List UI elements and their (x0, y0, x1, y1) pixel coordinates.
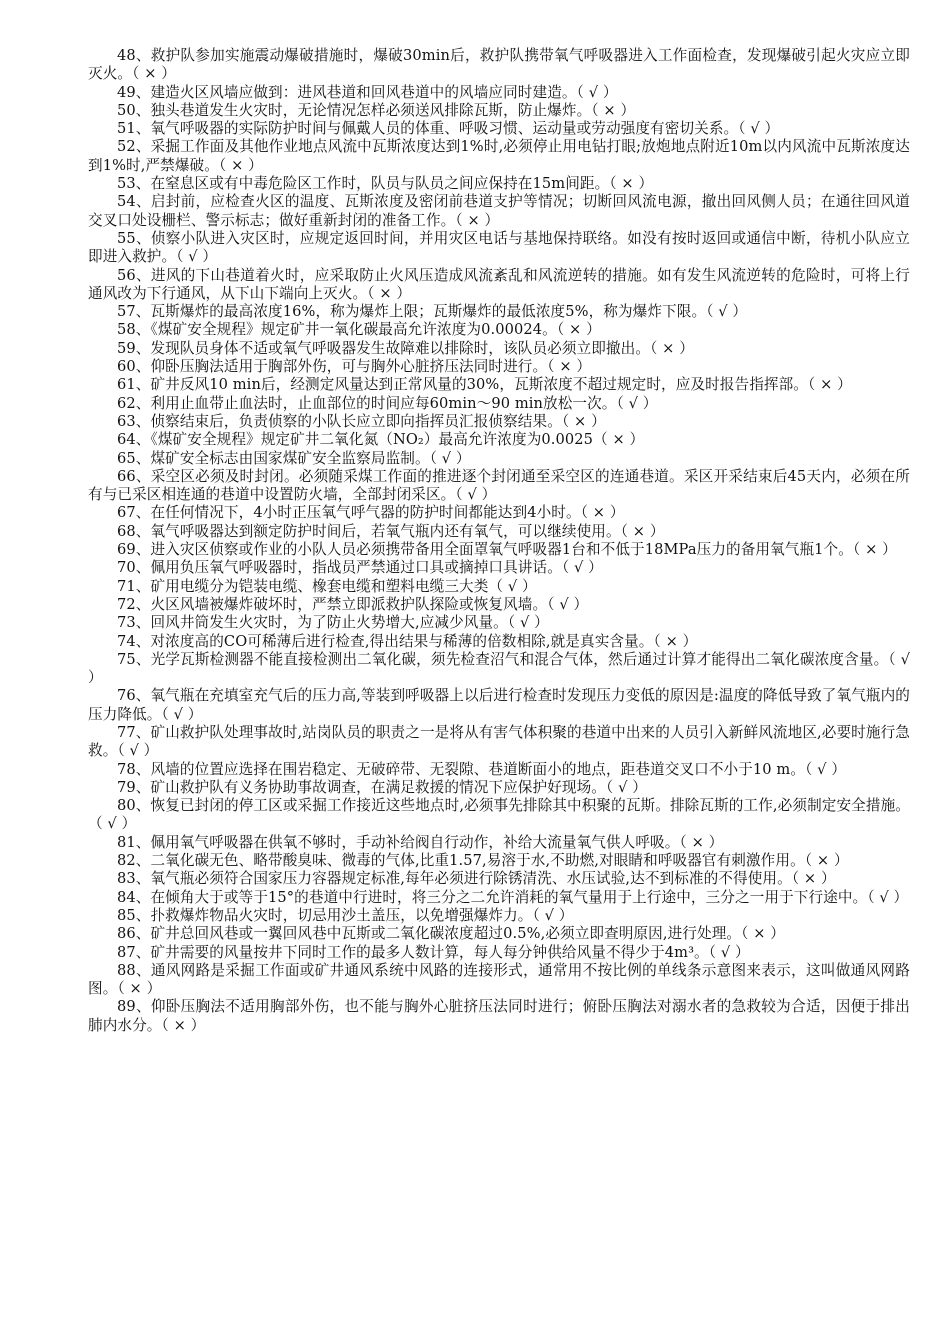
question-item-73: 73、回风井筒发生火灾时，为了防止火势增大,应减少风量。（ √ ） (117, 614, 549, 632)
question-item-85: 85、扑救爆炸物品火灾时，切忌用沙土盖压，以免增强爆炸力。（ √ ） (117, 906, 574, 924)
question-item-58: 58、《煤矿安全规程》规定矿井一氧化碳最高允许浓度为0.00024。（ × ） (117, 321, 601, 339)
question-item-52: 52、采掘工作面及其他作业地点风流中瓦斯浓度达到1%时,必须停止用电钻打眼;放炮地点附近10m以内风流中瓦斯浓度达到1%时,严禁爆破。（ × ） (88, 138, 910, 174)
question-item-74: 74、对浓度高的CO可稀薄后进行检查,得出结果与稀薄的倍数相除,就是真实含量。（ × ） (117, 632, 698, 650)
question-item-64: 64、《煤矿安全规程》规定矿井二氧化氮（NO₂）最高允许浓度为0.0025（ × ） (117, 431, 645, 449)
question-item-86: 86、矿井总回风巷或一翼回风巷中瓦斯或二氧化碳浓度超过0.5%,必须立即查明原因,进行处理。（ × ） (117, 925, 785, 943)
question-item-68: 68、氧气呼吸器达到额定防护时间后，若氧气瓶内还有氧气，可以继续使用。（ × ） (117, 522, 665, 540)
question-item-70: 70、佩用负压氧气呼吸器时，指战员严禁通过口具或摘掉口具讲话。（ √ ） (117, 559, 603, 577)
question-item-57: 57、瓦斯爆炸的最高浓度16%，称为爆炸上限；瓦斯爆炸的最低浓度5%，称为爆炸下限。（ √ ） (117, 303, 748, 321)
question-item-63: 63、侦察结束后，负责侦察的小队长应立即向指挥员汇报侦察结果。（ × ） (117, 412, 606, 430)
question-item-61: 61、矿井反风10 min后，经测定风量达到正常风量的30%，瓦斯浓度不超过规定时，应及时报告指挥部。（ × ） (117, 376, 852, 394)
question-item-50: 50、独头巷道发生火灾时，无论情况怎样必须送风排除瓦斯，防止爆炸。（ × ） (117, 101, 636, 119)
question-item-71: 71、矿用电缆分为铠装电缆、橡套电缆和塑料电缆三大类（ √ ） (117, 577, 537, 595)
question-item-55: 55、侦察小队进入灾区时，应规定返回时间，并用灾区电话与基地保持联络。如没有按时返回或通信中断，待机小队应立即进入救护。（ √ ） (88, 229, 910, 266)
question-item-83: 83、氧气瓶必须符合国家压力容器规定标准,每年必须进行除锈清洗、水压试验,达不到标准的不得使用。（ × ） (117, 870, 836, 888)
question-item-59: 59、发现队员身体不适或氧气呼吸器发生故障难以排除时，该队员必须立即撤出。（ × ） (117, 339, 694, 357)
question-item-89: 89、仰卧压胸法不适用胸部外伤，也不能与胸外心脏挤压法同时进行；俯卧压胸法对溺水者的急救较为合适，因便于排出肺内水分。（ × ） (88, 998, 910, 1034)
question-item-88: 88、通风网路是采掘工作面或矿井通风系统中风路的连接形式，通常用不按比例的单线条示意图来表示，这叫做通风网路图。（ × ） (88, 961, 910, 998)
question-item-79: 79、矿山救护队有义务协助事故调查，在满足救援的情况下应保护好现场。（ √ ） (117, 778, 647, 796)
question-item-87: 87、矿井需要的风量按井下同时工作的最多人数计算，每人每分钟供给风量不得少于4m³。（ √ ） (117, 943, 750, 961)
question-item-51: 51、氧气呼吸器的实际防护时间与佩戴人员的体重、呼吸习惯、运动量或劳动强度有密切关系。（ √ ） (117, 120, 780, 138)
question-item-54: 54、启封前，应检查火区的温度、瓦斯浓度及密闭前巷道支护等情况；切断回风流电源，撤出回风侧人员；在通往回风道交叉口处设栅栏、警示标志；做好重新封闭的准备工作。（ × ） (88, 193, 910, 229)
question-item-80: 80、恢复已封闭的停工区或采掘工作接近这些地点时,必须事先排除其中积聚的瓦斯。排除瓦斯的工作,必须制定安全措施。（ √ ） (88, 797, 910, 833)
question-item-84: 84、在倾角大于或等于15°的巷道中行进时，将三分之二允许消耗的氧气量用于上行途中，三分之一用于下行途中。（ √ ） (117, 888, 909, 906)
question-item-81: 81、佩用氧气呼吸器在供氧不够时，手动补给阀自行动作，补给大流量氧气供人呼吸。（ × ） (117, 833, 724, 851)
question-item-72: 72、火区风墙被爆炸破坏时，严禁立即派救护队探险或恢复风墙。（ √ ） (117, 595, 589, 613)
question-item-75: 75、光学瓦斯检测器不能直接检测出二氧化碳，须先检查沼气和混合气体，然后通过计算才能得出二氧化碳浓度含量。（ √ ） (88, 650, 910, 687)
question-item-82: 82、二氧化碳无色、略带酸臭味、微毒的气体,比重1.57,易溶于水,不助燃,对眼睛和呼吸器官有刺激作用。（ × ） (117, 852, 849, 870)
question-item-65: 65、煤矿安全标志由国家煤矿安全监察局监制。（ √ ） (117, 449, 471, 467)
question-item-76: 76、氧气瓶在充填室充气后的压力高,等装到呼吸器上以后进行检查时发现压力变低的原因是:温度的降低导致了氧气瓶内的压力降低。（ √ ） (88, 687, 910, 723)
document-page (88, 47, 910, 1035)
question-item-53: 53、在窒息区或有中毒危险区工作时，队员与队员之间应保持在15m间距。（ × ） (117, 175, 654, 193)
question-item-48: 48、救护队参加实施震动爆破措施时，爆破30min后，救护队携带氧气呼吸器进入工作面检查，发现爆破引起火灾应立即灭火。（ × ） (88, 47, 910, 83)
question-item-56: 56、进风的下山巷道着火时，应采取防止火风压造成风流紊乱和风流逆转的措施。如有发生风流逆转的危险时，可将上行通风改为下行通风，从下山下端向上灭火。（ × ） (88, 266, 910, 302)
question-item-67: 67、在任何情况下，4小时正压氧气呼气器的防护时间都能达到4小时。（ × ） (117, 504, 625, 522)
question-item-69: 69、进入灾区侦察或作业的小队人员必须携带备用全面罩氧气呼吸器1台和不低于18MPa压力的备用氧气瓶1个。（ × ） (117, 541, 897, 559)
question-item-77: 77、矿山救护队处理事故时,站岗队员的职责之一是将从有害气体积聚的巷道中出来的人员引入新鲜风流地区,必要时施行急救。（ √ ） (88, 723, 910, 760)
question-item-62: 62、利用止血带止血法时，止血部位的时间应每60min～90 min放松一次。（ √ ） (117, 394, 658, 412)
question-item-78: 78、风墙的位置应选择在围岩稳定、无破碎带、无裂隙、巷道断面小的地点，距巷道交叉口不小于10 m。（ √ ） (117, 760, 847, 778)
question-item-60: 60、仰卧压胸法适用于胸部外伤，可与胸外心脏挤压法同时进行。（ × ） (117, 358, 592, 376)
question-item-49: 49、建造火区风墙应做到：进风巷道和回风巷道中的风墙应同时建造。（ √ ） (117, 83, 618, 101)
question-item-66: 66、采空区必须及时封闭。必须随采煤工作面的推进逐个封闭通至采空区的连通巷道。采区开采结束后45天内，必须在所有与已采区相连通的巷道中设置防火墙，全部封闭采区。（ √ ） (88, 467, 910, 504)
